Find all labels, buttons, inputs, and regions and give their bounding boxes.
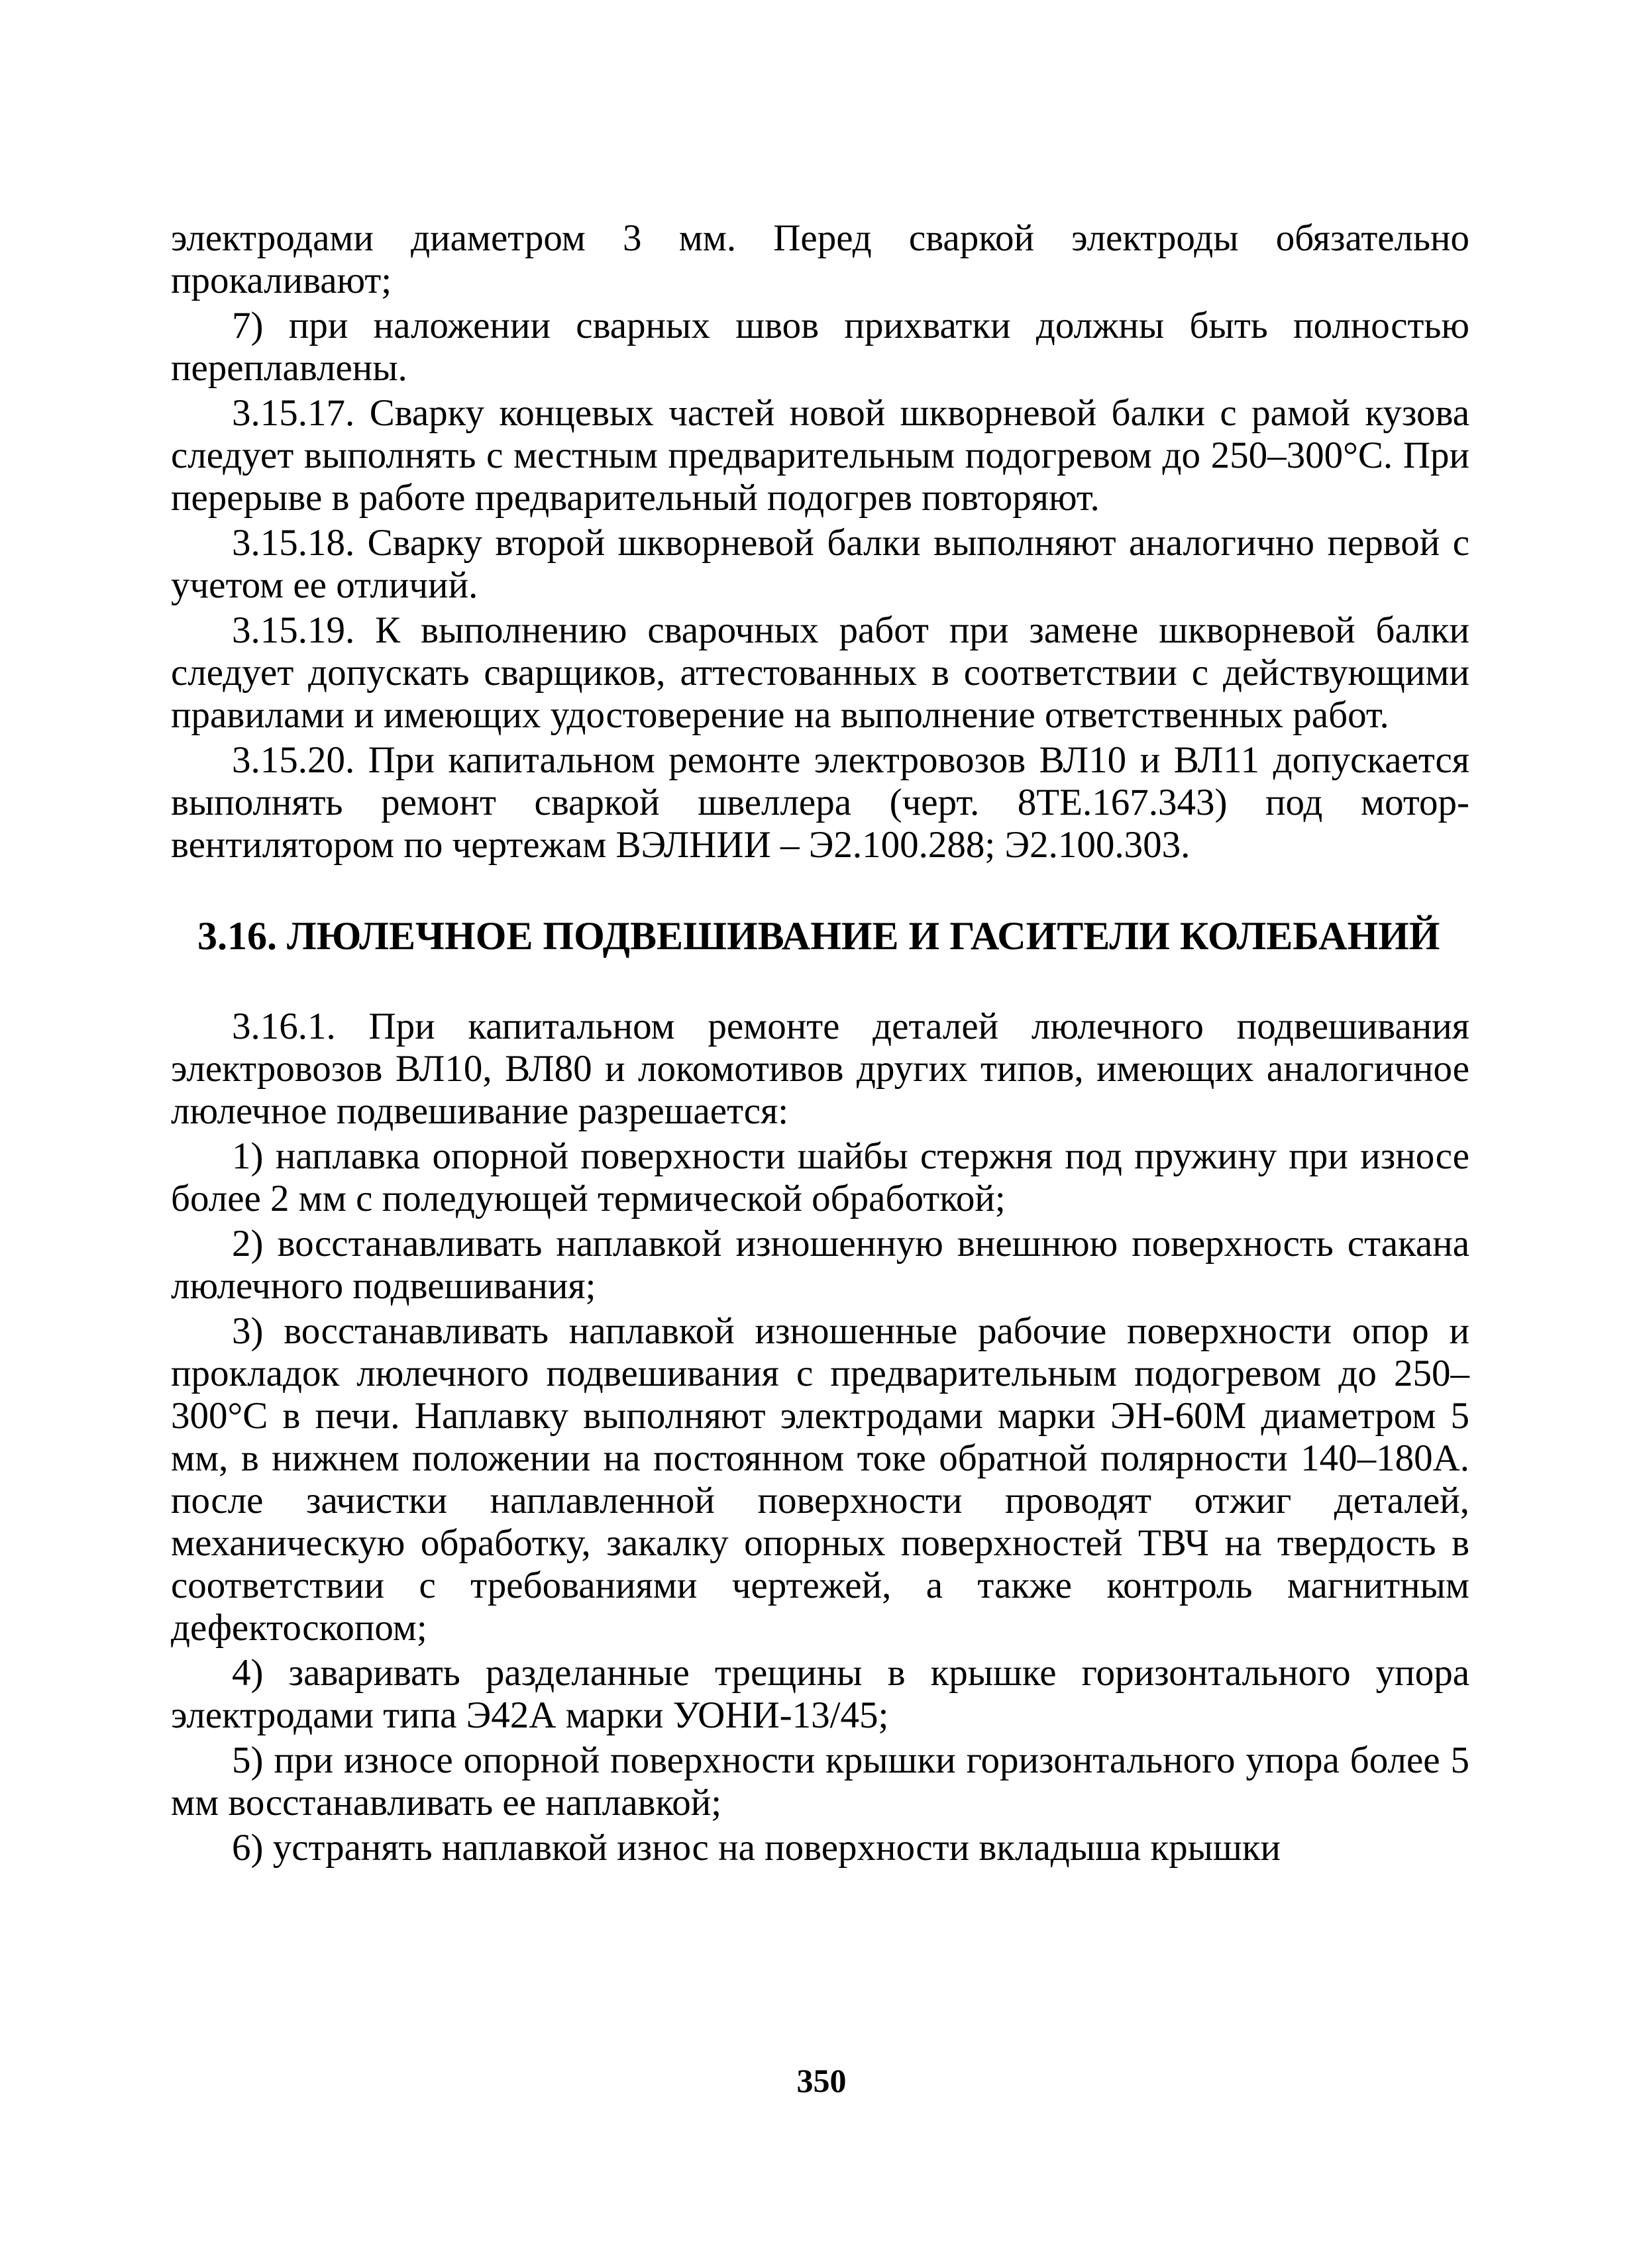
paragraph-3-15-18: 3.15.18. Сварку второй шкворневой балки выполняют аналогично первой с учетом ее отличий.	[171, 522, 1469, 606]
document-page	[171, 217, 1469, 1872]
list-item-1: 1) наплавка опорной поверхности шайбы стержня под пружину при износе более 2 мм с поледующей термической обработкой;	[171, 1135, 1469, 1219]
paragraph-3-15-19: 3.15.19. К выполнению сварочных работ при замене шкворневой балки следует допускать сварщиков, аттестованных в соответствии с действующими правилами и имеющих удостоверение на выполнение ответственных работ.	[171, 609, 1469, 736]
paragraph-3-15-20: 3.15.20. При капитальном ремонте электровозов ВЛ10 и ВЛ11 допускается выполнять ремонт сваркой швеллера (черт. 8ТЕ.167.343) под мотор-вентилятором по чертежам ВЭЛНИИ – Э2.100.288; Э2.100.303.	[171, 739, 1469, 866]
list-item-6: 6) устранять наплавкой износ на поверхности вкладыша крышки	[232, 1827, 1281, 1869]
list-item-4: 4) заваривать разделанные трещины в крышке горизонтального упора электродами типа Э42А марки УОНИ-13/45;	[171, 1652, 1469, 1736]
list-item-7: 7) при наложении сварных швов прихватки должны быть полностью переплавлены.	[171, 305, 1469, 389]
section-heading: 3.16. ЛЮЛЕЧНОЕ ПОДВЕШИВАНИЕ И ГАСИТЕЛИ КОЛЕБАНИЙ	[197, 914, 1440, 958]
paragraph-3-15-17: 3.15.17. Сварку концевых частей новой шкворневой балки с рамой кузова следует выполнять с местным предварительным подогревом до 250–300°С. При перерыве в работе предварительный подогрев повторяют.	[171, 392, 1469, 519]
page-number: 350	[796, 2062, 847, 2099]
list-item-2: 2) восстанавливать наплавкой изношенную внешнюю поверхность стакана люлечного подвешивания;	[171, 1223, 1469, 1307]
list-item-5: 5) при износе опорной поверхности крышки горизонтального упора более 5 мм восстанавливать ее наплавкой;	[171, 1739, 1469, 1824]
paragraph-continuation: электродами диаметром 3 мм. Перед сваркой электроды обязательно прокаливают;	[171, 217, 1469, 301]
list-item-3: 3) восстанавливать наплавкой изношенные рабочие поверхности опор и прокладок люлечного подвешивания с предварительным подогревом до 250–300°С в печи. Наплавку выполняют электродами марки ЭН-60М диаметром 5 мм, в нижнем положении на постоянном токе обратной полярности 140–180А. после зачистки наплавленной поверхности проводят отжиг деталей, механическую обработку, закалку опорных поверхностей ТВЧ на твердость в соответствии с требованиями чертежей, а также контроль магнитным дефектоскопом;	[171, 1310, 1469, 1649]
paragraph-3-16-1: 3.16.1. При капитальном ремонте деталей люлечного подвешивания электровозов ВЛ10, ВЛ80 и локомотивов других типов, имеющих аналогичное люлечное подвешивание разрешается:	[171, 1005, 1469, 1132]
